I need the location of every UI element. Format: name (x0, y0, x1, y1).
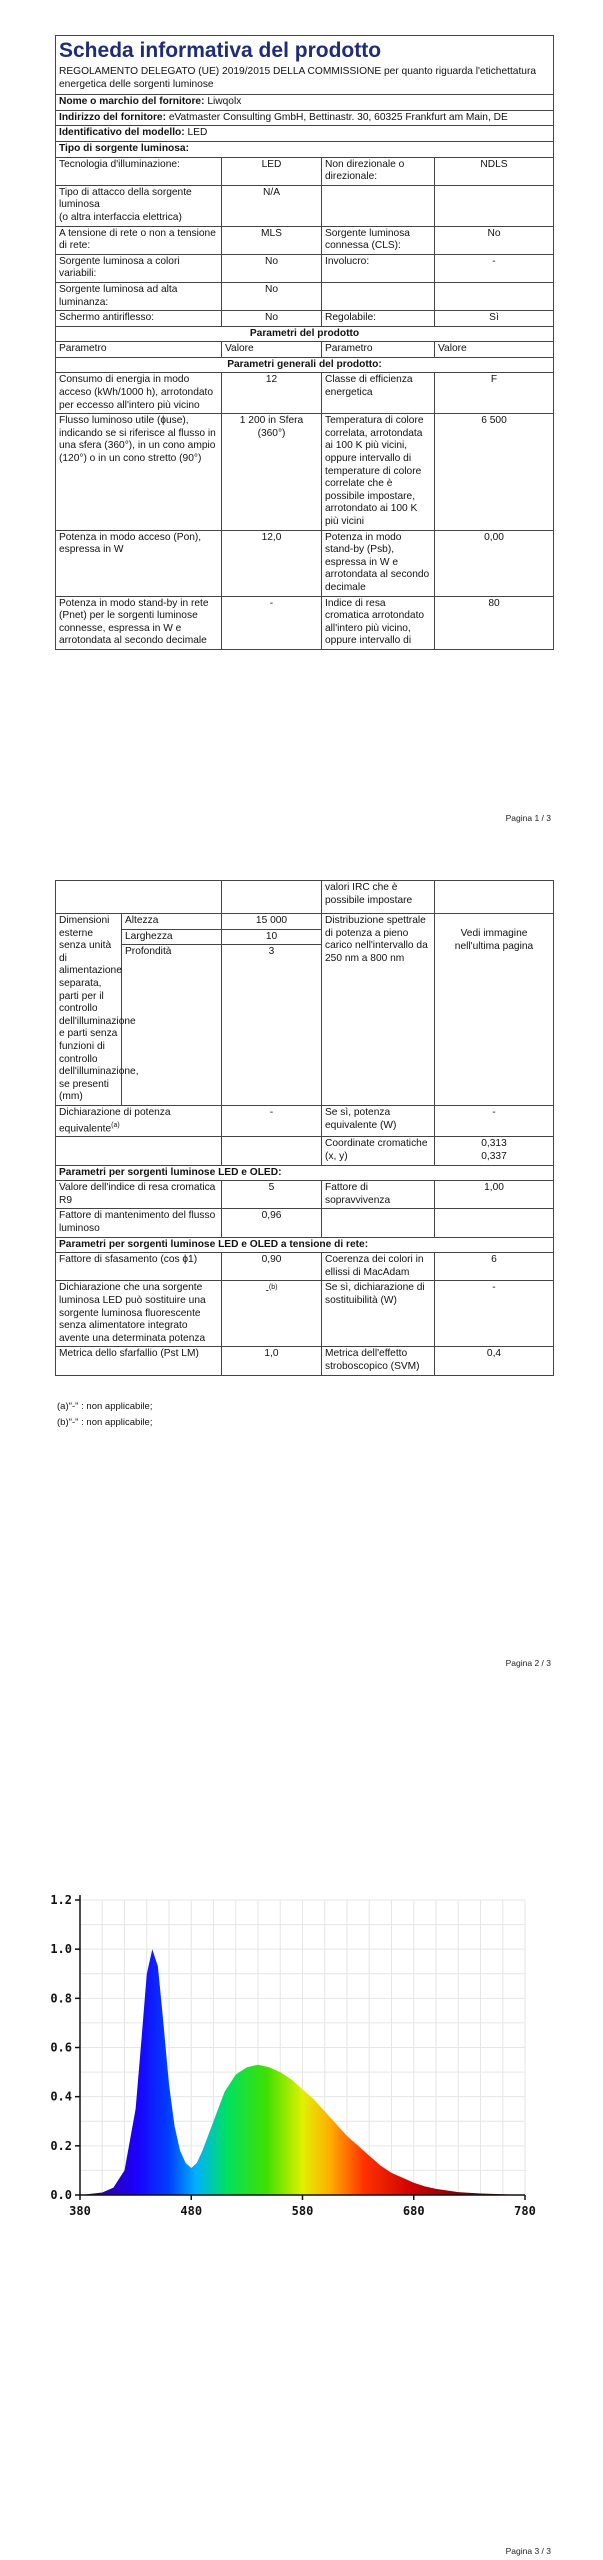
source-type-row-d: No (487, 227, 501, 239)
general-param-row-b: - (222, 597, 322, 649)
mains-param-row-b: 0,90 (222, 1253, 322, 1280)
power-decl-row (56, 1106, 553, 1138)
source-type-row-a: Sorgente luminosa ad alta luminanza: (56, 283, 222, 310)
general-param-row-c: Classe di efficienza energetica (322, 373, 435, 413)
source-type-row-c: Regolabile: (322, 311, 435, 326)
general-params-header (56, 358, 553, 374)
source-type-row-c: Sorgente luminosa connessa (CLS): (322, 227, 435, 254)
supplier-name-label: Nome o marchio del fornitore: (59, 96, 205, 108)
x-tick-label: 680 (402, 2204, 425, 2218)
x-tick-label: 780 (514, 2204, 536, 2218)
footnote-b: (b)"-" : non applicabile; (57, 1417, 153, 1428)
product-sheet-table-continued (55, 880, 554, 1376)
x-tick-label: 480 (180, 2204, 203, 2218)
led-params-header (56, 1166, 553, 1182)
y-tick-label: 0.0 (50, 2188, 72, 2202)
led-param-row-c: Fattore di sopravvivenza (322, 1181, 435, 1208)
source-type-row (56, 227, 553, 255)
supplier-name: Liwqolx (207, 96, 242, 108)
y-tick-label: 0.2 (50, 2138, 72, 2153)
general-param-row-c: Potenza in modo stand-by (Psb), espressa in W e arrotondata al secondo decimale (322, 531, 435, 596)
source-type-row-d: - (492, 255, 496, 267)
continued-row (56, 881, 553, 914)
led-param-rows (56, 1181, 553, 1237)
page-number: Pagina 2 / 3 (505, 1658, 551, 1668)
general-param-row (56, 597, 553, 650)
x-tick-label: 580 (291, 2204, 314, 2218)
mains-param-rows (56, 1253, 553, 1375)
source-type-row-c: Non direzionale o direzionale: (322, 158, 435, 185)
chroma-x: 0,313 (481, 1138, 507, 1150)
spectral-chart (40, 1785, 560, 2255)
general-param-row (56, 373, 553, 414)
dimension-values (222, 914, 322, 1105)
param-col-header: Parametro (322, 342, 435, 357)
source-type-row-b: No (222, 311, 322, 326)
source-type-row-a: Schermo antiriflesso: (56, 311, 222, 326)
model-row (56, 126, 553, 142)
source-type-row-b: LED (222, 158, 322, 185)
y-tick-label: 0.8 (50, 1991, 72, 2006)
power-decl-footnote: (a) (111, 1121, 120, 1129)
source-type-row-d (435, 186, 553, 226)
equiv-value: - (492, 1106, 496, 1118)
source-type-row-b: MLS (222, 227, 322, 254)
mains-param-row-b: 1,0 (222, 1347, 322, 1374)
source-type-row (56, 255, 553, 283)
general-param-row-d: F (490, 374, 498, 386)
mains-params-header-text: Parametri per sorgenti luminose LED e OLED a tensione di rete: (59, 1238, 369, 1250)
chroma-row (56, 1137, 553, 1165)
led-param-row-b: 5 (222, 1181, 322, 1208)
dimension-names (122, 914, 222, 1105)
mains-param-row (56, 1281, 553, 1347)
led-param-row (56, 1209, 553, 1237)
source-type-row-c (322, 283, 435, 310)
mains-param-row-a: Fattore di sfasamento (cos ɸ1) (56, 1253, 222, 1280)
general-param-row-d: 6 500 (481, 415, 507, 427)
supplier-address-label: Indirizzo del fornitore: (59, 111, 166, 123)
source-type-row-d (435, 283, 553, 310)
source-type-row-a: A tensione di rete o non a tensione di rete: (56, 227, 222, 254)
x-tick-label: 380 (69, 2204, 91, 2218)
dim-width-value: 10 (222, 930, 321, 946)
source-type-header-text: Tipo di sorgente luminosa: (59, 142, 189, 154)
value-col-header: Valore (222, 342, 322, 357)
y-tick-label: 1.0 (50, 1942, 72, 1957)
general-param-row-a: Consumo di energia in modo acceso (kWh/1000 h), arrotondato per eccesso all'intero più vicino (56, 373, 222, 413)
mains-param-row-b: -$^{(b)}$ (222, 1281, 322, 1346)
mains-params-header (56, 1238, 553, 1254)
source-type-row-d: Sì (489, 312, 499, 324)
product-params-header (56, 327, 553, 343)
general-param-row (56, 531, 553, 597)
led-param-row (56, 1181, 553, 1209)
general-param-row-b: 1 200 in Sfera (360°) (222, 414, 322, 529)
source-type-row (56, 186, 553, 227)
spectrum-svg (40, 1785, 560, 2255)
source-type-row-d: NDLS (480, 158, 508, 170)
column-header-row (56, 342, 553, 358)
power-decl-label: Dichiarazione di potenza equivalente (59, 1106, 171, 1134)
dimensions-label: Dimensioni esterne senza unità di alimentazione separata, parti per il controllo dell'illuminazione e parti senza funzioni di controllo dell'illuminazione, se presenti (mm) (56, 914, 122, 1105)
source-type-row (56, 158, 553, 186)
regulation-text: REGOLAMENTO DELEGATO (UE) 2019/2015 DELLA COMMISSIONE per quanto riguarda l'etichettatura energetica delle sorgenti luminose (56, 65, 553, 95)
mains-param-row-c: Se sì, dichiarazione di sostituibilità (W) (322, 1281, 435, 1346)
dim-height-label: Altezza (122, 914, 221, 930)
general-param-row (56, 414, 553, 530)
mains-param-row-c: Metrica dell'effetto stroboscopico (SVM) (322, 1347, 435, 1374)
y-tick-label: 0.6 (50, 2040, 72, 2055)
general-param-row-d: 80 (488, 597, 500, 609)
power-decl-value: - (222, 1106, 322, 1137)
page-2 (0, 880, 603, 1680)
source-type-row-c: Involucro: (322, 255, 435, 282)
source-type-row-a: Tecnologia d'illuminazione: (56, 158, 222, 185)
source-type-row-a: Tipo di attacco della sorgente luminosa (o altra interfaccia elettrica) (56, 186, 222, 226)
product-params-header-text: Parametri del prodotto (249, 327, 360, 339)
general-param-row-b: 12,0 (222, 531, 322, 596)
source-type-row (56, 283, 553, 311)
footnote-a: (a)"-" : non applicabile; (57, 1401, 153, 1412)
page-1 (0, 0, 603, 823)
source-type-row (56, 311, 553, 327)
general-param-row-d: 0,00 (484, 531, 504, 543)
dim-depth-label: Profondità (125, 946, 172, 958)
mains-param-row-d: 0,4 (486, 1348, 502, 1360)
general-param-rows (56, 373, 553, 649)
page-title: Scheda informativa del prodotto (59, 39, 382, 62)
model-label: Identificativo del modello: (59, 127, 185, 139)
led-param-row-d (435, 1209, 553, 1236)
dim-depth-value: 3 (268, 946, 275, 958)
spectral-value: Vedi immagine nell'ultima pagina (454, 928, 534, 952)
source-type-row-b: N/A (222, 186, 322, 226)
page-number: Pagina 3 / 3 (505, 2546, 551, 2556)
general-param-row-a: Potenza in modo stand-by in rete (Pnet) per le sorgenti luminose connesse, espressa in W e arrotondata al secondo decimale (56, 597, 222, 649)
mains-param-row-a: Metrica dello sfarfallio (Pst LM) (56, 1347, 222, 1374)
supplier-address-row (56, 111, 553, 127)
source-type-row-b: No (222, 255, 322, 282)
dim-width-label: Larghezza (122, 930, 221, 946)
source-type-row-c (322, 186, 435, 226)
general-param-row-c: Indice di resa cromatica arrotondato all'intero più vicino, oppure intervallo di (322, 597, 435, 649)
chroma-label: Coordinate cromatiche (x, y) (322, 1137, 435, 1164)
model-value: LED (187, 127, 208, 139)
source-type-row-b: No (222, 283, 322, 310)
continued-text: valori IRC che è possibile impostare (322, 881, 435, 913)
general-param-row-a: Potenza in modo acceso (Pon), espressa in W (56, 531, 222, 596)
value-col-header: Valore (438, 343, 467, 355)
dim-height-value: 15 000 (222, 914, 321, 930)
source-type-header (56, 142, 553, 158)
led-param-row-a: Valore dell'indice di resa cromatica R9 (56, 1181, 222, 1208)
general-param-row-a: Flusso luminoso utile (ɸuse), indicando se si riferisce al flusso in una sfera (360°), in un cono ampio (120°) o in un cono stretto (90°) (56, 414, 222, 529)
equiv-label: Se sì, potenza equivalente (W) (322, 1106, 435, 1137)
spectral-label: Distribuzione spettrale di potenza a pieno carico nell'intervallo da 250 nm a 800 nm (322, 914, 435, 1105)
supplier-name-row (56, 95, 553, 111)
page-number: Pagina 1 / 3 (505, 813, 551, 823)
mains-param-row-d: - (492, 1282, 496, 1294)
led-param-row-d: 1,00 (484, 1182, 504, 1194)
mains-param-row (56, 1253, 553, 1281)
source-type-row-a: Sorgente luminosa a colori variabili: (56, 255, 222, 282)
led-param-row-c (322, 1209, 435, 1236)
source-type-rows (56, 158, 553, 327)
y-tick-label: 0.4 (50, 2089, 72, 2104)
mains-param-row-d: 6 (491, 1254, 497, 1266)
chroma-y: 0,337 (481, 1151, 507, 1163)
product-sheet-table (55, 35, 554, 650)
mains-param-row (56, 1347, 553, 1375)
mains-param-row-c: Coerenza dei colori in ellissi di MacAdam (322, 1253, 435, 1280)
page-3 (0, 1700, 603, 2560)
param-col-header: Parametro (56, 342, 222, 357)
general-params-header-text: Parametri generali del prodotto: (227, 358, 382, 370)
general-param-row-b: 12 (222, 373, 322, 413)
supplier-address: eVatmaster Consulting GmbH, Bettinastr. 30, 60325 Frankfurt am Main, DE (168, 111, 508, 123)
y-tick-label: 1.2 (50, 1893, 72, 1907)
led-param-row-a: Fattore di mantenimento del flusso luminoso (56, 1209, 222, 1236)
led-param-row-b: 0,96 (222, 1209, 322, 1236)
led-params-header-text: Parametri per sorgenti luminose LED e OLED: (59, 1166, 282, 1178)
mains-param-row-a: Dichiarazione che una sorgente luminosa LED può sostituire una sorgente luminosa fluorescente senza alimentatore integrato avente una determinata potenza (56, 1281, 222, 1346)
general-param-row-c: Temperatura di colore correlata, arrotondata ai 100 K più vicini, oppure intervallo di temperature di colore correlate che è possibile impostare, arrotondato ai 100 K più vicini (322, 414, 435, 529)
dimensions-row (56, 914, 553, 1106)
